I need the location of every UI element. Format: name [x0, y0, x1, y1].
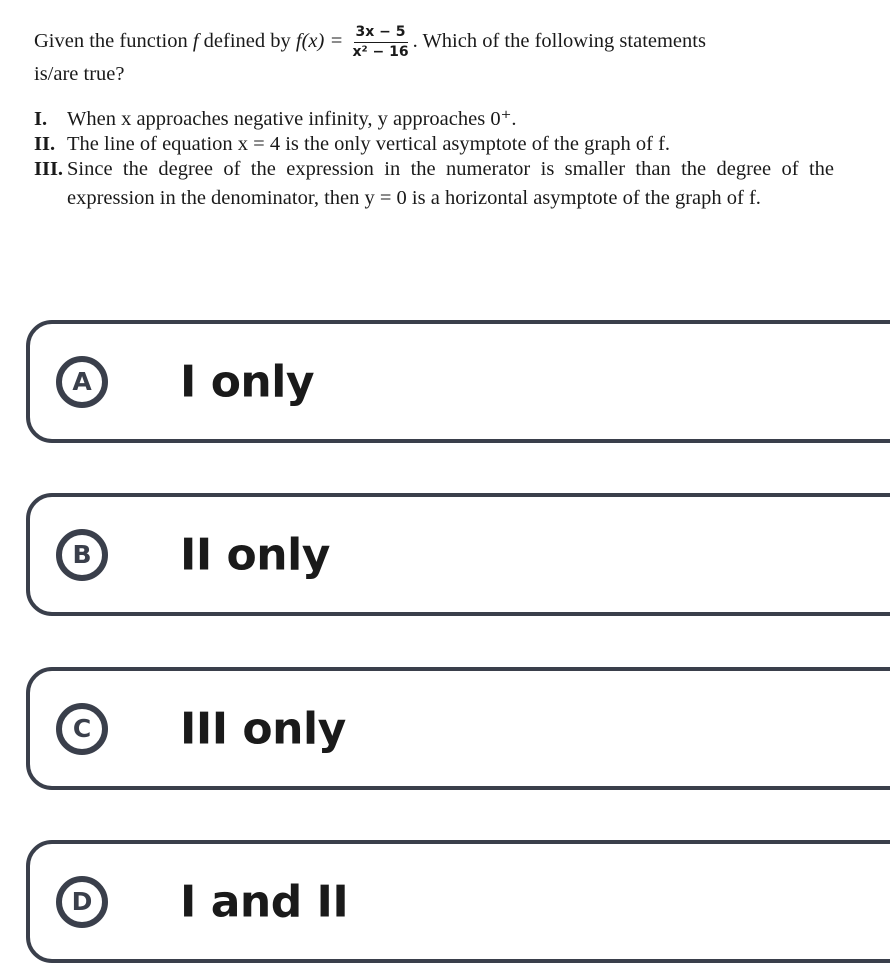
statement-text: Since the degree of the expression in the numerator is smaller than the degree of the expression in the denominator, then y = 0 is a horizontal asymptote of the graph of f. [67, 158, 834, 209]
option-b-label: II only [180, 529, 330, 580]
question-line-1 [34, 18, 834, 66]
function-definition: f(x) = [295, 29, 344, 52]
function-symbol: f [192, 29, 199, 52]
option-c-letter-circle: C [56, 703, 108, 755]
statement-text: When x approaches negative infinity, y approaches 0⁺. [67, 108, 517, 130]
option-a-letter-circle: A [56, 356, 108, 408]
statement-text: The line of equation x = 4 is the only vertical asymptote of the graph of f. [67, 133, 671, 155]
option-a-button[interactable] [26, 320, 890, 443]
option-d-button[interactable] [26, 840, 890, 963]
question-intro-post: . Which of the following statements [412, 29, 706, 52]
option-a-label: I only [180, 356, 315, 407]
option-c-button[interactable] [26, 667, 890, 790]
question-intro-pre: Given the function [34, 29, 188, 52]
fraction-denominator: x² − 16 [352, 43, 409, 60]
option-c-label: III only [180, 703, 346, 754]
option-b-button[interactable] [26, 493, 890, 616]
statement-label: III. [34, 158, 64, 180]
question-line-2: is/are true? [34, 63, 125, 85]
fraction-numerator: 3x − 5 [354, 24, 408, 43]
question-intro-mid: defined by [203, 29, 291, 52]
question-intro [34, 24, 706, 61]
statement-label: II. [34, 133, 56, 155]
statement-label: I. [34, 108, 48, 130]
option-b-letter-circle: B [56, 529, 108, 581]
function-fraction [350, 24, 410, 61]
option-d-letter-circle: D [56, 876, 108, 928]
option-d-label: I and II [180, 876, 349, 927]
question-block [34, 18, 834, 213]
statements-list [34, 105, 834, 213]
statement-3 [34, 155, 834, 213]
